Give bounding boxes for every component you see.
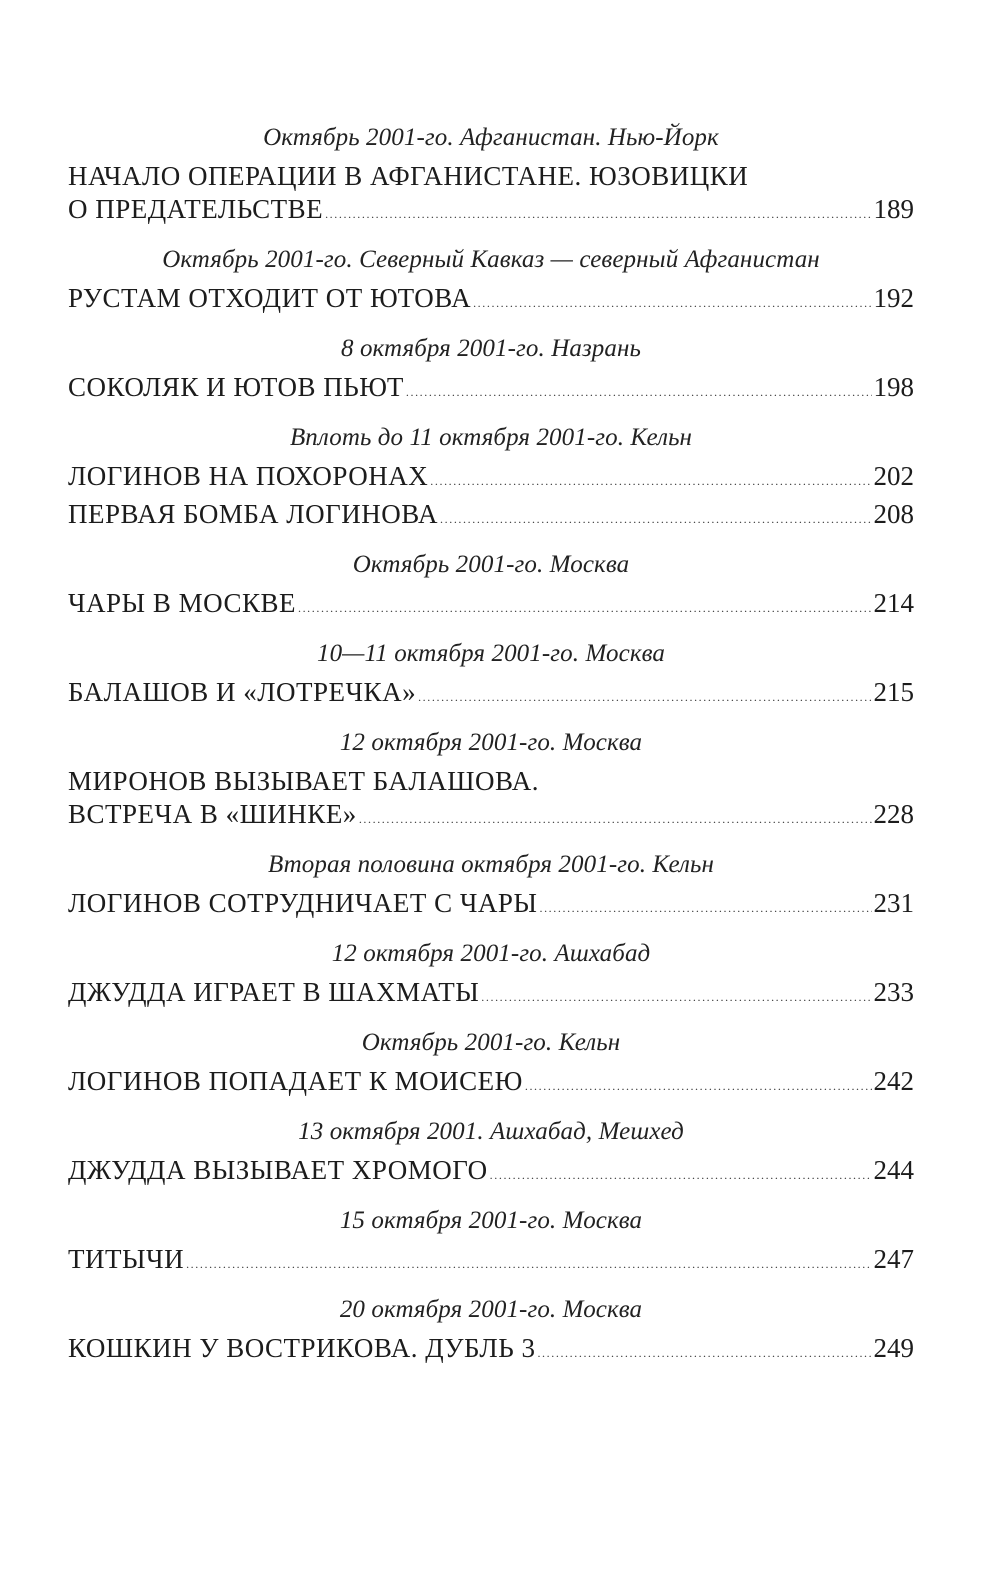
toc-entry[interactable] bbox=[68, 282, 914, 320]
page-number: 244 bbox=[873, 1155, 914, 1185]
section-heading: 15 октября 2001-го. Москва bbox=[339, 1207, 643, 1234]
dot-leader bbox=[406, 376, 872, 409]
page-number: 247 bbox=[873, 1244, 914, 1274]
toc-entry[interactable] bbox=[68, 160, 914, 231]
toc-section bbox=[68, 1023, 914, 1103]
page-number: 192 bbox=[873, 283, 914, 313]
toc-entry[interactable] bbox=[68, 976, 914, 1014]
section-heading: Вторая половина октября 2001-го. Кельн bbox=[267, 851, 715, 878]
dot-leader bbox=[537, 1337, 871, 1370]
toc-section bbox=[68, 1201, 914, 1281]
entry-title: ПЕРВАЯ БОМБА ЛОГИНОВА bbox=[68, 499, 439, 529]
table-of-contents bbox=[68, 118, 914, 1370]
toc-section bbox=[68, 1112, 914, 1192]
dot-leader bbox=[525, 1070, 872, 1103]
toc-section bbox=[68, 723, 914, 836]
section-heading: 20 октября 2001-го. Москва bbox=[339, 1296, 643, 1323]
toc-entry[interactable] bbox=[68, 460, 914, 498]
section-heading: Октябрь 2001-го. Северный Кавказ — северный Афганистан bbox=[162, 246, 820, 273]
dot-leader bbox=[359, 803, 872, 836]
entry-title: РУСТАМ ОТХОДИТ ОТ ЮТОВА bbox=[68, 283, 472, 313]
toc-section bbox=[68, 418, 914, 536]
toc-section bbox=[68, 934, 914, 1014]
entry-title: СОКОЛЯК И ЮТОВ ПЬЮТ bbox=[68, 372, 404, 402]
toc-entry[interactable] bbox=[68, 676, 914, 714]
section-heading: 10—11 октября 2001-го. Москва bbox=[316, 640, 665, 667]
dot-leader bbox=[440, 503, 871, 536]
page-number: 202 bbox=[873, 461, 914, 491]
entry-title: ДЖУДДА ИГРАЕТ В ШАХМАТЫ bbox=[68, 977, 480, 1007]
dot-leader bbox=[490, 1159, 872, 1192]
section-heading: Октябрь 2001-го. Москва bbox=[352, 551, 630, 578]
page-number: 228 bbox=[873, 799, 914, 829]
section-heading: Октябрь 2001-го. Кельн bbox=[361, 1029, 621, 1056]
entry-title: ДЖУДДА ВЫЗЫВАЕТ ХРОМОГО bbox=[68, 1155, 488, 1185]
section-heading: 12 октября 2001-го. Москва bbox=[339, 729, 643, 756]
dot-leader bbox=[186, 1248, 871, 1281]
toc-section bbox=[68, 118, 914, 231]
entry-title: БАЛАШОВ И «ЛОТРЕЧКА» bbox=[68, 677, 417, 707]
page-number: 215 bbox=[873, 677, 914, 707]
toc-entry[interactable] bbox=[68, 1243, 914, 1281]
dot-leader bbox=[430, 465, 871, 498]
section-heading: Октябрь 2001-го. Афганистан. Нью-Йорк bbox=[263, 124, 719, 151]
toc-section bbox=[68, 545, 914, 625]
section-heading: 13 октября 2001. Ашхабад, Мешхед bbox=[298, 1118, 684, 1145]
section-heading: 8 октября 2001-го. Назрань bbox=[341, 335, 641, 362]
section-heading: Вплоть до 11 октября 2001-го. Кельн bbox=[289, 424, 693, 451]
entry-title: ЛОГИНОВ НА ПОХОРОНАХ bbox=[68, 461, 429, 491]
toc-entry[interactable] bbox=[68, 887, 914, 925]
toc-section bbox=[68, 240, 914, 320]
entry-title-line: НАЧАЛО ОПЕРАЦИИ В АФГАНИСТАНЕ. ЮЗОВИЦКИ bbox=[68, 161, 749, 191]
toc-entry[interactable] bbox=[68, 765, 914, 836]
toc-entry[interactable] bbox=[68, 498, 914, 536]
dot-leader bbox=[481, 981, 871, 1014]
dot-leader bbox=[539, 892, 871, 925]
toc-section bbox=[68, 329, 914, 409]
page-number: 189 bbox=[873, 194, 914, 224]
dot-leader bbox=[473, 287, 871, 320]
page-number: 231 bbox=[873, 888, 914, 918]
page-number: 233 bbox=[873, 977, 914, 1007]
toc-entry[interactable] bbox=[68, 371, 914, 409]
entry-title-line: МИРОНОВ ВЫЗЫВАЕТ БАЛАШОВА. bbox=[68, 766, 540, 796]
toc-entry[interactable] bbox=[68, 1332, 914, 1370]
entry-title: О ПРЕДАТЕЛЬСТВЕ bbox=[68, 194, 324, 224]
section-heading: 12 октября 2001-го. Ашхабад bbox=[331, 940, 651, 967]
toc-section bbox=[68, 845, 914, 925]
entry-title: ЛОГИНОВ СОТРУДНИЧАЕТ С ЧАРЫ bbox=[68, 888, 538, 918]
page-number: 214 bbox=[873, 588, 914, 618]
page-number: 198 bbox=[873, 372, 914, 402]
entry-title: КОШКИН У ВОСТРИКОВА. ДУБЛЬ 3 bbox=[68, 1333, 536, 1363]
toc-section bbox=[68, 634, 914, 714]
dot-leader bbox=[298, 592, 872, 625]
dot-leader bbox=[418, 681, 871, 714]
page-number: 242 bbox=[873, 1066, 914, 1096]
entry-title: ЛОГИНОВ ПОПАДАЕТ К МОИСЕЮ bbox=[68, 1066, 523, 1096]
dot-leader bbox=[325, 198, 871, 231]
entry-title: ВСТРЕЧА В «ШИНКЕ» bbox=[68, 799, 357, 829]
toc-entry[interactable] bbox=[68, 587, 914, 625]
entry-title: ТИТЫЧИ bbox=[68, 1244, 185, 1274]
toc-entry[interactable] bbox=[68, 1065, 914, 1103]
page-number: 208 bbox=[873, 499, 914, 529]
toc-section bbox=[68, 1290, 914, 1370]
toc-entry[interactable] bbox=[68, 1154, 914, 1192]
entry-title: ЧАРЫ В МОСКВЕ bbox=[68, 588, 296, 618]
page-number: 249 bbox=[873, 1333, 914, 1363]
